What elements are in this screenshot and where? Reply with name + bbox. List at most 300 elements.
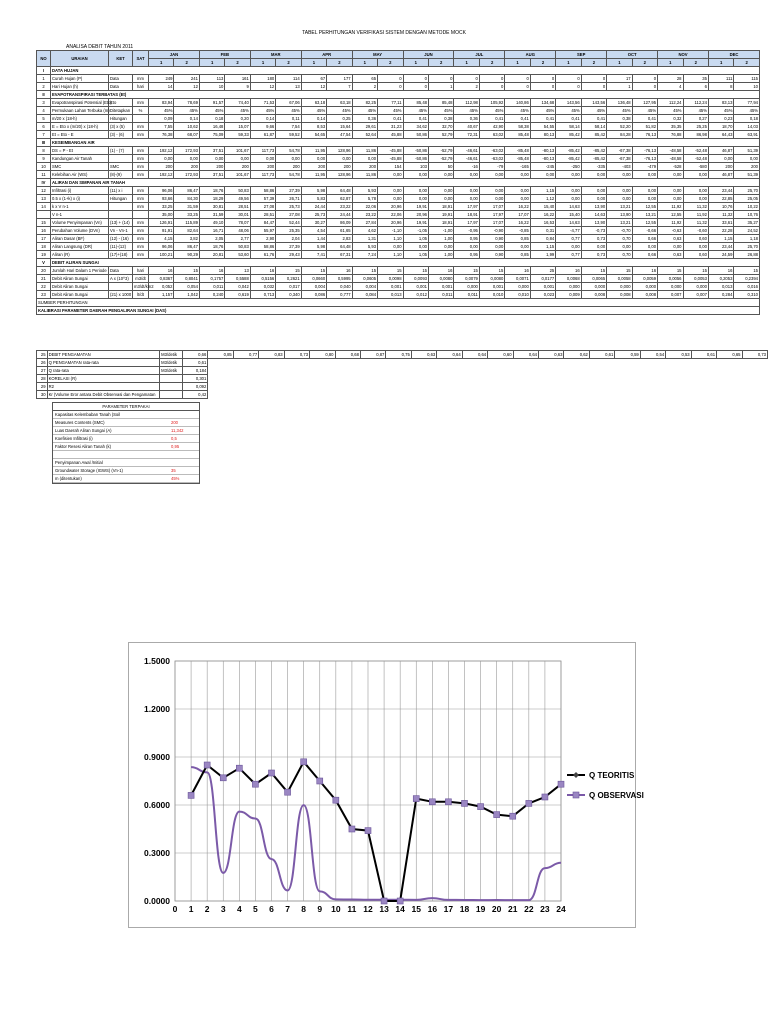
value-cell: 23,44 <box>708 243 733 251</box>
table-row <box>37 123 760 131</box>
value-cell: 0,41 <box>479 115 504 123</box>
value-cell: 249 <box>149 75 174 83</box>
value-cell: 29,43 <box>276 251 301 259</box>
value-cell: 17,97 <box>454 203 479 211</box>
x-tick-label: 21 <box>508 904 518 914</box>
parameter-label: Koefisien Infiltrasi (i) <box>55 436 93 441</box>
row-label: Debit Aliran Sungai <box>51 275 109 283</box>
value-cell: 0,11 <box>276 115 301 123</box>
row-number: 23 <box>37 291 51 299</box>
row-label: E = Eto x (m/20) x (18-h) <box>51 123 109 131</box>
value-cell: 0,1757 <box>199 275 224 283</box>
value-cell: 10 <box>734 83 760 91</box>
value-cell: 0,00 <box>683 171 708 179</box>
row-ket: Vn - Vn-1 <box>109 227 133 235</box>
value-cell: 0,85 <box>505 251 530 259</box>
value-cell: 42,90 <box>479 123 504 131</box>
header-half: 2 <box>276 59 301 67</box>
row-label: Perubahan Volume (DVn) <box>51 227 109 235</box>
value-cell: 45% <box>556 107 581 115</box>
table-row <box>37 99 760 107</box>
row-label: Evapotranspirasi Potensial (Eto) <box>52 100 112 105</box>
series-point <box>269 770 275 776</box>
value-cell: 32,70 <box>428 123 453 131</box>
value-cell: -4,77 <box>556 227 581 235</box>
value-cell: 0,011 <box>199 283 224 291</box>
value-cell: 0,00 <box>428 195 453 203</box>
row-label: k x V n-1 <box>51 203 109 211</box>
value-cell: 16 <box>428 267 453 275</box>
value-cell: 3,82 <box>174 235 199 243</box>
value-cell: 77,94 <box>734 99 760 107</box>
value-cell: 78,69 <box>174 99 199 107</box>
value-cell: 75,09 <box>199 131 224 139</box>
x-tick-label: 18 <box>459 904 470 914</box>
value-cell: 27,39 <box>276 243 301 251</box>
series-point <box>349 826 355 832</box>
value-cell: 84,28 <box>607 131 632 139</box>
value-cell: 0,61 <box>589 351 614 359</box>
value-cell: 0,001 <box>428 283 453 291</box>
value-cell: 0,000 <box>556 283 581 291</box>
row-unit: lt/dt <box>133 291 149 299</box>
value-cell: 20,96 <box>378 203 403 211</box>
x-tick-label: 9 <box>317 904 323 914</box>
value-cell: 45% <box>301 107 326 115</box>
parameter-value <box>169 451 199 458</box>
value-cell: 52,44 <box>276 219 301 227</box>
series-point <box>301 759 307 765</box>
table-row <box>37 307 760 315</box>
value-cell: 0,0605 <box>352 275 377 283</box>
value-cell: 24,44 <box>301 203 326 211</box>
value-cell: 0,0059 <box>632 275 657 283</box>
value-cell: 0,5156 <box>250 275 275 283</box>
row-number: 25 <box>37 351 48 359</box>
value-cell: 0,00 <box>658 171 683 179</box>
value-cell: 10,22 <box>734 203 760 211</box>
value-cell: 17,07 <box>505 211 530 219</box>
value-cell: 172,93 <box>174 147 199 155</box>
section-label: EVAPOTRANSPIRASI TERBATAS (Et) <box>51 91 760 99</box>
value-cell: 0,00 <box>454 171 479 179</box>
value-cell: 0,092 <box>182 383 208 391</box>
value-cell: 11,86 <box>352 147 377 155</box>
value-cell: 46,87 <box>708 147 733 155</box>
value-cell: 1,15 <box>530 187 555 195</box>
value-cell: 76,88 <box>658 131 683 139</box>
value-cell: 0,00 <box>428 187 453 195</box>
value-cell: 0,00 <box>556 187 581 195</box>
value-cell: 65 <box>352 75 377 83</box>
row-label: Infiltrasi (i) <box>51 187 109 195</box>
row-number: 26 <box>37 359 48 367</box>
value-cell: 58,86 <box>250 243 275 251</box>
value-cell: 0 <box>530 75 555 83</box>
value-cell: 4,62 <box>352 227 377 235</box>
row-label: Curah Hujan (P) <box>51 75 109 83</box>
parameters-box <box>52 402 200 484</box>
header-half: 1 <box>505 59 530 67</box>
value-cell: 0,013 <box>378 291 403 299</box>
value-cell: 126,91 <box>149 219 174 227</box>
value-cell: 15 <box>479 267 504 275</box>
header-half: 2 <box>378 59 403 67</box>
value-cell: 0,41 <box>556 115 581 123</box>
value-cell: 45,88 <box>378 131 403 139</box>
value-cell: 58,86 <box>250 187 275 195</box>
value-cell: 0,013 <box>708 283 733 291</box>
value-cell: 1,31 <box>352 235 377 243</box>
row-ket: (21) x 1000 <box>110 292 132 297</box>
value-cell: 7,54 <box>276 123 301 131</box>
table-row <box>37 283 760 291</box>
row-label: KORELASI (R) <box>47 375 160 383</box>
value-cell: 0 <box>378 83 403 91</box>
value-cell: 0,00 <box>581 195 606 203</box>
value-cell: -52,79 <box>428 147 453 155</box>
value-cell: 0,004 <box>301 283 326 291</box>
value-cell: 100,21 <box>149 251 174 259</box>
value-cell: 0,77 <box>556 251 581 259</box>
x-tick-label: 8 <box>301 904 307 914</box>
value-cell: 0,5995 <box>327 275 352 283</box>
header-half: 1 <box>403 59 428 67</box>
value-cell: 17,07 <box>479 203 504 211</box>
value-cell: 112,24 <box>658 99 683 107</box>
value-cell: 13,21 <box>632 211 657 219</box>
row-ket: Data <box>109 267 133 275</box>
value-cell: 52,79 <box>428 131 453 139</box>
value-cell: 6 <box>683 83 708 91</box>
value-cell: 50,86 <box>403 131 428 139</box>
row-number: II <box>37 91 51 99</box>
value-cell: -76,13 <box>632 155 657 163</box>
value-cell: 0,00 <box>607 195 632 203</box>
value-cell: 7,41 <box>301 251 326 259</box>
table-row <box>37 195 760 203</box>
parameter-row <box>53 435 199 443</box>
header-month: FEB <box>199 51 250 59</box>
value-cell: 13,90 <box>581 219 606 227</box>
series-point <box>188 792 194 798</box>
value-cell: 35 <box>683 75 708 83</box>
value-cell: 0,00 <box>403 243 428 251</box>
value-cell: 45% <box>658 107 683 115</box>
x-tick-label: 11 <box>347 904 357 914</box>
row-number: 11 <box>37 171 51 179</box>
row-unit <box>160 391 182 399</box>
value-cell: 25,70 <box>734 243 760 251</box>
value-cell: 0,66 <box>632 235 657 243</box>
value-cell: 1,00 <box>428 235 453 243</box>
row-ket: Data <box>109 75 133 83</box>
value-cell: 0,64 <box>462 351 487 359</box>
row-unit: mm <box>133 187 149 195</box>
value-cell: 0,008 <box>632 291 657 299</box>
series-point <box>204 762 210 768</box>
row-number: 12 <box>37 187 51 195</box>
parameter-value <box>169 411 199 418</box>
value-cell: 15 <box>174 267 199 275</box>
row-ket: Hitungan <box>109 115 133 123</box>
value-cell: 31,59 <box>174 203 199 211</box>
value-cell: 45% <box>403 107 428 115</box>
value-cell: 15 <box>276 267 301 275</box>
row-ket <box>109 203 133 211</box>
value-cell: 241 <box>174 75 199 83</box>
value-cell: 5,93 <box>352 187 377 195</box>
value-cell: 0,008 <box>607 291 632 299</box>
x-tick-label: 13 <box>379 904 389 914</box>
value-cell: 0,00 <box>658 187 683 195</box>
value-cell: 16,71 <box>199 227 224 235</box>
value-cell: 0,0058 <box>607 275 632 283</box>
table-row <box>37 227 760 235</box>
value-cell: 0,00 <box>505 171 530 179</box>
parameter-value: 11,342 <box>171 428 184 433</box>
table-row <box>37 163 760 171</box>
value-cell: 49,10 <box>199 219 224 227</box>
value-cell: 0,00 <box>454 187 479 195</box>
value-cell: 30,81 <box>199 203 224 211</box>
value-cell: 0,00 <box>683 187 708 195</box>
row-unit: mm <box>133 195 149 203</box>
value-cell: -85,42 <box>581 147 606 155</box>
value-cell: 31,59 <box>199 211 224 219</box>
value-cell: 4,54 <box>301 227 326 235</box>
value-cell: 15 <box>454 267 479 275</box>
parameter-row <box>53 451 199 459</box>
value-cell: 13,90 <box>607 211 632 219</box>
value-cell: 0,18 <box>199 115 224 123</box>
value-cell: 85,42 <box>581 131 606 139</box>
table-row <box>37 115 760 123</box>
legend-marker <box>573 792 579 798</box>
value-cell: 0,619 <box>225 291 250 299</box>
row-ket: (13) + (14) <box>109 219 133 227</box>
value-cell: 0,00 <box>327 155 352 163</box>
parameter-value: 35 <box>171 468 176 473</box>
value-cell: 0,00 <box>632 171 657 179</box>
value-cell: 28,51 <box>250 211 275 219</box>
parameter-label: Luas Daerah Aliran Sungai (A) <box>55 428 112 433</box>
value-cell: 16 <box>708 267 733 275</box>
value-cell: 23,22 <box>327 203 352 211</box>
value-cell: 86,98 <box>683 131 708 139</box>
x-tick-label: 22 <box>524 904 534 914</box>
header-half: 2 <box>428 59 453 67</box>
header-uraian: URAIAN <box>51 51 109 67</box>
value-cell: 0,00 <box>607 187 632 195</box>
row-ket: A x (10^3) <box>109 275 133 283</box>
value-cell: -76,13 <box>632 147 657 155</box>
calibration-table <box>36 350 768 399</box>
value-cell: 61,65 <box>327 227 352 235</box>
value-cell: 0,00 <box>250 155 275 163</box>
value-cell: 0,00 <box>683 243 708 251</box>
value-cell: 0,00 <box>581 187 606 195</box>
value-cell: 200 <box>327 163 352 171</box>
table-row <box>37 275 760 283</box>
value-cell: 8,53 <box>301 123 326 131</box>
row-number: 3 <box>37 99 51 107</box>
value-cell: 0,41 <box>530 115 555 123</box>
value-cell: 16,22 <box>505 219 530 227</box>
row-unit: mm <box>133 147 149 155</box>
value-cell: 2,83 <box>327 235 352 243</box>
value-cell: 10,62 <box>174 123 199 131</box>
value-cell: 16 <box>327 267 352 275</box>
value-cell: 0,27 <box>683 115 708 123</box>
value-cell: 37,51 <box>199 171 224 179</box>
value-cell: 16 <box>505 267 530 275</box>
value-cell: 16 <box>250 267 275 275</box>
value-cell: 0,61 <box>182 359 208 367</box>
value-cell: 45% <box>250 107 275 115</box>
value-cell: 76,13 <box>632 131 657 139</box>
value-cell: 0,41 <box>581 115 606 123</box>
value-cell: 45% <box>149 107 174 115</box>
value-cell: 0,0080 <box>428 275 453 283</box>
value-cell: 16,22 <box>530 211 555 219</box>
value-cell: 128,96 <box>327 147 352 155</box>
value-cell: 105,92 <box>479 99 504 107</box>
calibration-row <box>37 351 768 359</box>
value-cell: 83,13 <box>708 99 733 107</box>
value-cell: 59,33 <box>225 131 250 139</box>
value-cell: 15,40 <box>556 211 581 219</box>
value-cell: 0,90 <box>479 235 504 243</box>
value-cell: 0 <box>403 83 428 91</box>
value-cell: 82,64 <box>174 227 199 235</box>
y-tick-label: 0.3000 <box>144 848 170 858</box>
value-cell: 0,007 <box>658 291 683 299</box>
value-cell: 15 <box>581 267 606 275</box>
table-row <box>37 131 760 139</box>
value-cell: 0,66 <box>182 351 208 359</box>
value-cell: 50 <box>428 163 453 171</box>
header-month: OCT <box>607 51 658 59</box>
value-cell: 0,64 <box>437 351 462 359</box>
series-point <box>558 781 564 787</box>
legend-label: Q TEORITIS <box>589 771 635 780</box>
row-label: 0.5 x (1+k) x (i) <box>51 195 109 203</box>
value-cell: 1 <box>607 83 632 91</box>
value-cell: 14,63 <box>581 211 606 219</box>
row-unit: M3/detik <box>160 351 182 359</box>
value-cell: 9 <box>225 83 250 91</box>
value-cell: 0,010 <box>479 291 504 299</box>
value-cell: 71,53 <box>250 99 275 107</box>
header-month: AUG <box>505 51 556 59</box>
value-cell: 84,30 <box>174 195 199 203</box>
parameter-row <box>53 419 199 427</box>
value-cell: 76,38 <box>149 131 174 139</box>
value-cell: 11,92 <box>658 219 683 227</box>
value-cell: 0,8367 <box>149 275 174 283</box>
y-tick-label: 0.9000 <box>144 752 170 762</box>
value-cell: 85,48 <box>428 99 453 107</box>
row-number: 5 <box>37 115 51 123</box>
value-cell: 45% <box>327 107 352 115</box>
discharge-chart <box>128 642 644 928</box>
value-cell: 1,15 <box>530 243 555 251</box>
value-cell: 40,67 <box>454 123 479 131</box>
value-cell: 16,22 <box>505 203 530 211</box>
value-cell: 0,14 <box>174 115 199 123</box>
value-cell: 49,56 <box>225 195 250 203</box>
header-half: 1 <box>250 59 275 67</box>
value-cell: 22,85 <box>708 195 733 203</box>
value-cell: 83,94 <box>149 99 174 107</box>
value-cell: 117,73 <box>250 147 275 155</box>
value-cell: 59,52 <box>276 131 301 139</box>
row-label: Et = Eto - E <box>51 131 109 139</box>
value-cell: 85,48 <box>505 131 530 139</box>
value-cell: 11,95 <box>301 147 326 155</box>
value-cell: 0,0098 <box>378 275 403 283</box>
value-cell: 25,25 <box>683 123 708 131</box>
value-cell: 1 <box>428 83 453 91</box>
value-cell: 0,0065 <box>581 275 606 283</box>
value-cell: 54,78 <box>276 171 301 179</box>
section-label: KALIBRASI PARAMETER DAERAH PENGALIRAN SUNGAI (DAS) <box>37 307 760 315</box>
value-cell: -52,48 <box>683 147 708 155</box>
header-half: 1 <box>708 59 733 67</box>
value-cell: 86,47 <box>174 187 199 195</box>
value-cell: -85,42 <box>556 147 581 155</box>
value-cell: 96,06 <box>149 243 174 251</box>
value-cell: 45% <box>276 107 301 115</box>
value-cell: 16 <box>632 267 657 275</box>
parameter-label: Penyimpanan Awal /Initial <box>55 460 103 465</box>
value-cell: 0,00 <box>428 171 453 179</box>
value-cell: 16 <box>556 267 581 275</box>
table-row <box>37 251 760 259</box>
row-label: Q PENGAMATAN rata-rata <box>47 359 160 367</box>
row-ket: (8)-(9) <box>109 171 133 179</box>
value-cell: 0,00 <box>734 155 760 163</box>
value-cell: 0,00 <box>708 155 733 163</box>
parameter-row <box>53 411 199 419</box>
value-cell: 61,76 <box>250 251 275 259</box>
value-cell: 54,78 <box>276 147 301 155</box>
value-cell: -0,85 <box>505 227 530 235</box>
value-cell: 0,61 <box>691 351 716 359</box>
value-cell: -250 <box>556 163 581 171</box>
row-ket <box>109 211 133 219</box>
header-sat: SAT <box>133 51 149 67</box>
value-cell: 64,48 <box>327 187 352 195</box>
row-unit: % <box>133 107 149 115</box>
value-cell: 25,73 <box>276 203 301 211</box>
value-cell: 12 <box>250 83 275 91</box>
value-cell: 111 <box>708 75 733 83</box>
value-cell: -479 <box>632 163 657 171</box>
value-cell: 0,00 <box>454 195 479 203</box>
discharge-chart-svg <box>129 643 644 927</box>
value-cell: 0,09 <box>149 115 174 123</box>
value-cell: 58,14 <box>581 123 606 131</box>
legend-label: Q OBSERVASI <box>589 791 644 800</box>
value-cell: 1,99 <box>530 251 555 259</box>
value-cell: 0,5588 <box>225 275 250 283</box>
value-cell: -0,73 <box>581 227 606 235</box>
value-cell: 0,017 <box>276 283 301 291</box>
header-half: 1 <box>301 59 326 67</box>
parameter-value: 0,5 <box>171 436 177 441</box>
